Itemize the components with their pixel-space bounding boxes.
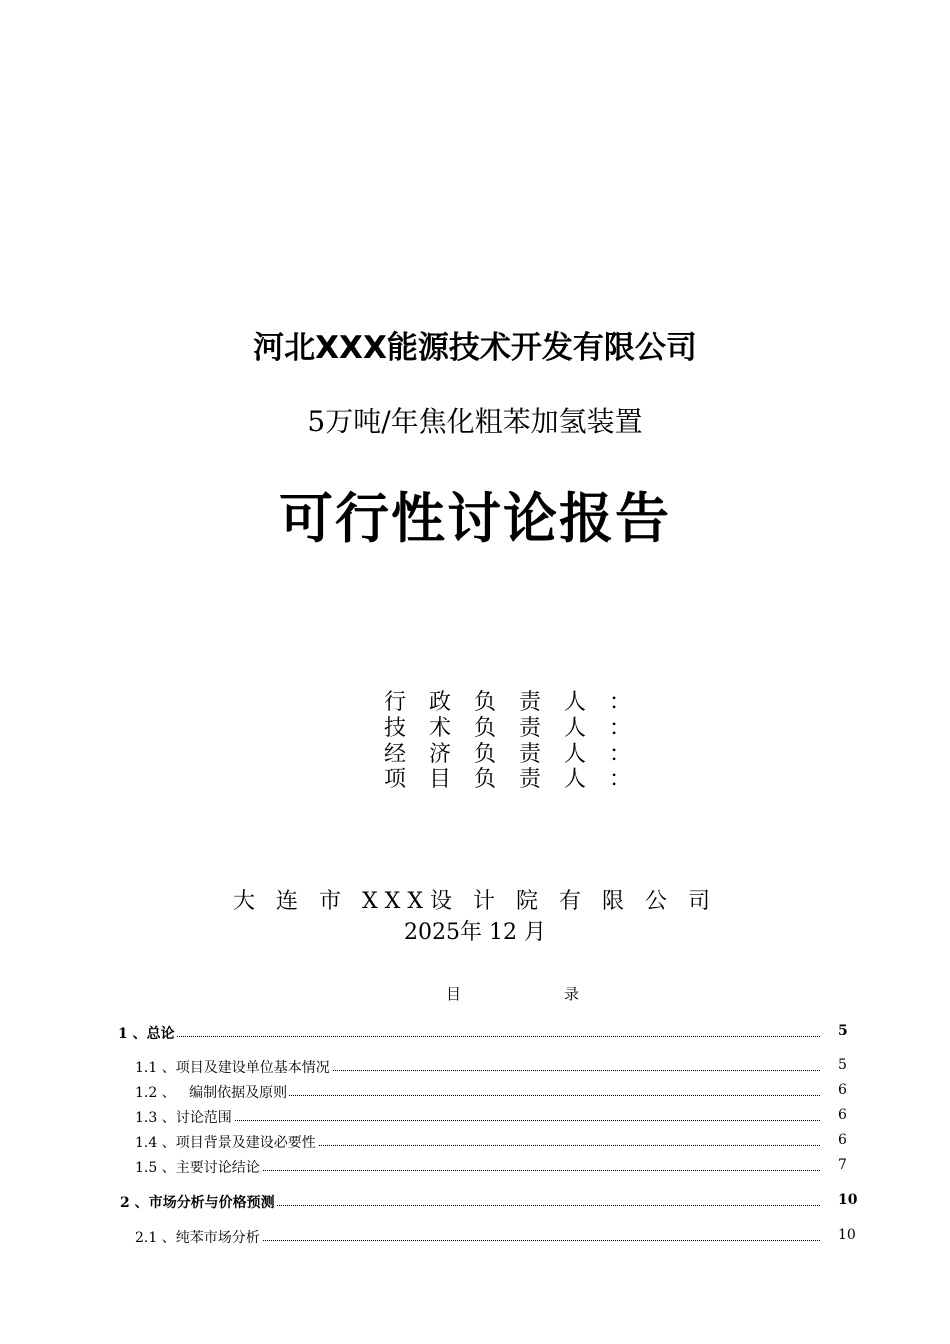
toc-entry[interactable] xyxy=(0,1227,950,1249)
toc-entry[interactable] xyxy=(0,1192,950,1214)
toc-entry-label: 2.1 、纯苯市场分析 xyxy=(135,1227,262,1247)
toc-entry-page: 6 xyxy=(838,1082,847,1098)
toc-entry-label: 1.2 、 编制依据及原则 xyxy=(135,1082,289,1102)
economic-responsible: 经 济 负 责 人 ： xyxy=(384,742,639,767)
technical-responsible: 技 术 负 责 人 ： xyxy=(384,716,639,741)
toc-entry-page: 6 xyxy=(838,1132,847,1148)
toc-leader xyxy=(140,1112,820,1121)
product-name: 5万吨/年焦化粗苯加氢装置 xyxy=(307,405,643,438)
report-date: 2025年 12 月 xyxy=(404,920,546,945)
toc-entry[interactable] xyxy=(0,1107,950,1129)
toc-title-left: 目 xyxy=(446,985,462,1003)
toc-entry-page: 10 xyxy=(838,1192,858,1208)
toc-entry-label: 1.3 、讨论范围 xyxy=(135,1107,234,1127)
toc-leader xyxy=(122,1028,820,1037)
toc-title-right: 录 xyxy=(564,985,580,1003)
institute-name: 大 连 市 XXX设 计 院 有 限 公 司 xyxy=(233,889,717,914)
project-responsible: 项 目 负 责 人 ： xyxy=(384,767,639,792)
toc-entry[interactable] xyxy=(0,1157,950,1179)
admin-responsible: 行 政 负 责 人 ： xyxy=(384,690,639,715)
toc-entry-page: 5 xyxy=(838,1057,847,1073)
toc-entry-label: 2 、市场分析与价格预测 xyxy=(120,1192,277,1212)
toc-entry-label: 1.5 、主要讨论结论 xyxy=(135,1157,262,1177)
toc-entry-label: 1.4 、项目背景及建设必要性 xyxy=(135,1132,318,1152)
toc-entry[interactable] xyxy=(0,1132,950,1154)
toc-entry-label: 1 、总论 xyxy=(118,1023,177,1043)
toc-entry-label: 1.1 、项目及建设单位基本情况 xyxy=(135,1057,332,1077)
company-name: 河北XXX能源技术开发有限公司 xyxy=(253,330,697,366)
toc-entry[interactable] xyxy=(0,1023,950,1045)
toc-entry-page: 10 xyxy=(838,1227,856,1243)
toc-entry-page: 5 xyxy=(838,1023,848,1039)
toc-entry-page: 6 xyxy=(838,1107,847,1123)
toc-entry-page: 7 xyxy=(838,1157,847,1173)
toc-entry[interactable] xyxy=(0,1057,950,1079)
report-title: 可行性讨论报告 xyxy=(279,487,671,550)
toc-entry[interactable] xyxy=(0,1082,950,1104)
